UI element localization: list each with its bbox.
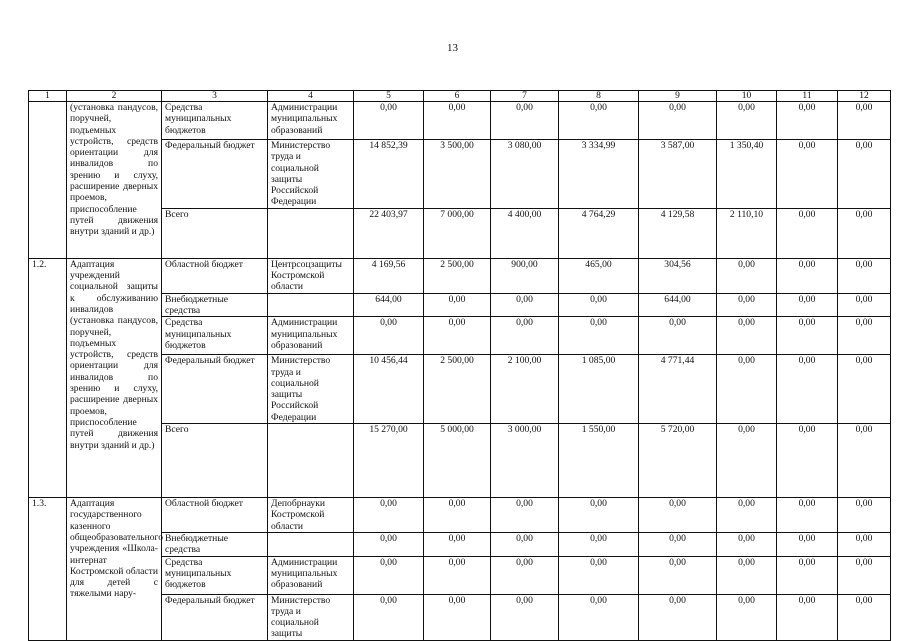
amount-cell: 0,00	[838, 140, 891, 209]
amount-cell: 465,00	[559, 258, 639, 293]
amount-cell: 0,00	[424, 293, 491, 317]
executor: Администрации муниципальных образований	[268, 556, 354, 594]
amount-cell: 0,00	[777, 293, 838, 317]
amount-cell: 0,00	[354, 556, 424, 594]
funding-source: Областной бюджет	[162, 258, 268, 293]
column-header: 11	[777, 91, 838, 102]
amount-cell: 0,00	[717, 317, 777, 355]
amount-cell: 0,00	[559, 293, 639, 317]
amount-cell: 5 000,00	[424, 424, 491, 498]
column-number-row	[29, 91, 891, 102]
amount-cell: 10 456,44	[354, 355, 424, 424]
amount-cell: 0,00	[639, 532, 717, 556]
amount-cell: 0,00	[424, 317, 491, 355]
amount-cell: 2 100,00	[491, 355, 559, 424]
amount-cell: 0,00	[777, 258, 838, 293]
column-header: 8	[559, 91, 639, 102]
amount-cell: 3 587,00	[639, 140, 717, 209]
amount-cell: 0,00	[491, 556, 559, 594]
executor	[268, 424, 354, 498]
amount-cell: 0,00	[777, 424, 838, 498]
amount-cell: 304,56	[639, 258, 717, 293]
executor: Депобрнауки Костромской области	[268, 498, 354, 533]
amount-cell: 900,00	[491, 258, 559, 293]
amount-cell: 4 764,29	[559, 208, 639, 258]
executor	[268, 293, 354, 317]
table-row	[29, 258, 891, 293]
amount-cell: 0,00	[838, 102, 891, 140]
executor: Администрации муниципальных образований	[268, 317, 354, 355]
table-row	[29, 498, 891, 533]
amount-cell: 0,00	[838, 424, 891, 498]
amount-cell: 0,00	[777, 594, 838, 640]
amount-cell: 0,00	[639, 594, 717, 640]
amount-cell: 5 720,00	[639, 424, 717, 498]
row-number: 1.2.	[29, 258, 67, 497]
measure-description: Адаптация учреждений социальной защиты к обслуживанию инвалидов (установка пандусов, поручней, подъемных устройств, средств ориентации для инвалидов по зрению и слуху, расширение дверных проемов, приспособление путей движения внутри зданий и др.)	[67, 258, 162, 497]
amount-cell: 0,00	[777, 317, 838, 355]
column-header: 12	[838, 91, 891, 102]
amount-cell: 0,00	[838, 208, 891, 258]
amount-cell: 0,00	[777, 556, 838, 594]
executor: Администрации муниципальных образований	[268, 102, 354, 140]
amount-cell: 0,00	[777, 208, 838, 258]
amount-cell: 0,00	[559, 594, 639, 640]
amount-cell: 4 169,56	[354, 258, 424, 293]
amount-cell: 0,00	[491, 498, 559, 533]
amount-cell: 1 550,00	[559, 424, 639, 498]
table-body	[29, 102, 891, 641]
amount-cell: 14 852,39	[354, 140, 424, 209]
funding-source: Федеральный бюджет	[162, 140, 268, 209]
column-header: 1	[29, 91, 67, 102]
amount-cell: 0,00	[354, 498, 424, 533]
column-header: 4	[268, 91, 354, 102]
column-header: 10	[717, 91, 777, 102]
amount-cell: 4 771,44	[639, 355, 717, 424]
funding-source: Средства муниципальных бюджетов	[162, 556, 268, 594]
amount-cell: 0,00	[838, 498, 891, 533]
column-header: 9	[639, 91, 717, 102]
amount-cell: 3 080,00	[491, 140, 559, 209]
amount-cell: 0,00	[491, 293, 559, 317]
amount-cell: 1 085,00	[559, 355, 639, 424]
column-header: 5	[354, 91, 424, 102]
column-header: 3	[162, 91, 268, 102]
column-header: 7	[491, 91, 559, 102]
amount-cell: 0,00	[777, 102, 838, 140]
amount-cell: 0,00	[354, 532, 424, 556]
amount-cell: 2 500,00	[424, 258, 491, 293]
amount-cell: 2 110,10	[717, 208, 777, 258]
amount-cell: 0,00	[639, 317, 717, 355]
amount-cell: 0,00	[777, 140, 838, 209]
amount-cell: 0,00	[717, 102, 777, 140]
amount-cell: 0,00	[424, 532, 491, 556]
amount-cell: 0,00	[424, 498, 491, 533]
executor	[268, 208, 354, 258]
amount-cell: 0,00	[838, 293, 891, 317]
amount-cell: 0,00	[639, 556, 717, 594]
funding-source: Областной бюджет	[162, 498, 268, 533]
amount-cell: 0,00	[777, 355, 838, 424]
amount-cell: 0,00	[559, 556, 639, 594]
amount-cell: 0,00	[777, 498, 838, 533]
amount-cell: 0,00	[424, 594, 491, 640]
amount-cell: 644,00	[354, 293, 424, 317]
amount-cell: 2 500,00	[424, 355, 491, 424]
funding-source: Федеральный бюджет	[162, 355, 268, 424]
amount-cell: 644,00	[639, 293, 717, 317]
amount-cell: 0,00	[717, 498, 777, 533]
executor: Министерство труда и социальной защиты Российской Федерации	[268, 140, 354, 209]
budget-table	[28, 90, 891, 641]
funding-source: Федеральный бюджет	[162, 594, 268, 640]
amount-cell: 1 350,40	[717, 140, 777, 209]
page-number: 13	[447, 42, 458, 54]
amount-cell: 3 500,00	[424, 140, 491, 209]
amount-cell: 0,00	[559, 317, 639, 355]
amount-cell: 15 270,00	[354, 424, 424, 498]
amount-cell: 0,00	[838, 258, 891, 293]
amount-cell: 0,00	[491, 317, 559, 355]
amount-cell: 0,00	[717, 355, 777, 424]
amount-cell: 0,00	[354, 594, 424, 640]
amount-cell: 0,00	[424, 102, 491, 140]
amount-cell: 4 129,58	[639, 208, 717, 258]
measure-description: Адаптация государственного казенного общеобразовательного учреждения «Школа-интернат Костромской области для детей с тяжелыми нару-	[67, 498, 162, 641]
row-number	[29, 102, 67, 259]
amount-cell: 0,00	[717, 556, 777, 594]
executor: Министерство труда и социальной защиты Российской Федерации	[268, 355, 354, 424]
column-header: 2	[67, 91, 162, 102]
funding-source: Всего	[162, 208, 268, 258]
amount-cell: 0,00	[639, 498, 717, 533]
amount-cell: 3 334,99	[559, 140, 639, 209]
amount-cell: 0,00	[717, 424, 777, 498]
funding-source: Средства муниципальных бюджетов	[162, 102, 268, 140]
amount-cell: 0,00	[491, 532, 559, 556]
amount-cell: 0,00	[717, 293, 777, 317]
table-row	[29, 102, 891, 140]
column-header: 6	[424, 91, 491, 102]
amount-cell: 0,00	[354, 102, 424, 140]
amount-cell: 0,00	[559, 102, 639, 140]
amount-cell: 0,00	[777, 532, 838, 556]
amount-cell: 0,00	[491, 102, 559, 140]
executor: Центрсоцзащиты Костромской области	[268, 258, 354, 293]
executor	[268, 532, 354, 556]
funding-source: Всего	[162, 424, 268, 498]
amount-cell: 4 400,00	[491, 208, 559, 258]
amount-cell: 0,00	[354, 317, 424, 355]
funding-source: Внебюджетные средства	[162, 532, 268, 556]
amount-cell: 0,00	[559, 498, 639, 533]
amount-cell: 0,00	[559, 532, 639, 556]
amount-cell: 0,00	[717, 258, 777, 293]
funding-source: Средства муниципальных бюджетов	[162, 317, 268, 355]
amount-cell: 0,00	[491, 594, 559, 640]
measure-description: (установка пандусов, поручней, подъемных устройств, средств ориентации для инвалидов по зрению и слуху, расширение дверных проемов, приспособление путей движения внутри зданий и др.)	[67, 102, 162, 259]
amount-cell: 22 403,97	[354, 208, 424, 258]
amount-cell: 0,00	[717, 594, 777, 640]
amount-cell: 0,00	[717, 532, 777, 556]
amount-cell: 0,00	[838, 532, 891, 556]
amount-cell: 0,00	[838, 317, 891, 355]
executor: Министерство труда и социальной защиты	[268, 594, 354, 640]
amount-cell: 0,00	[639, 102, 717, 140]
amount-cell: 0,00	[838, 594, 891, 640]
row-number: 1.3.	[29, 498, 67, 641]
amount-cell: 0,00	[424, 556, 491, 594]
amount-cell: 0,00	[838, 355, 891, 424]
amount-cell: 0,00	[838, 556, 891, 594]
amount-cell: 7 000,00	[424, 208, 491, 258]
amount-cell: 3 000,00	[491, 424, 559, 498]
funding-source: Внебюджетные средства	[162, 293, 268, 317]
